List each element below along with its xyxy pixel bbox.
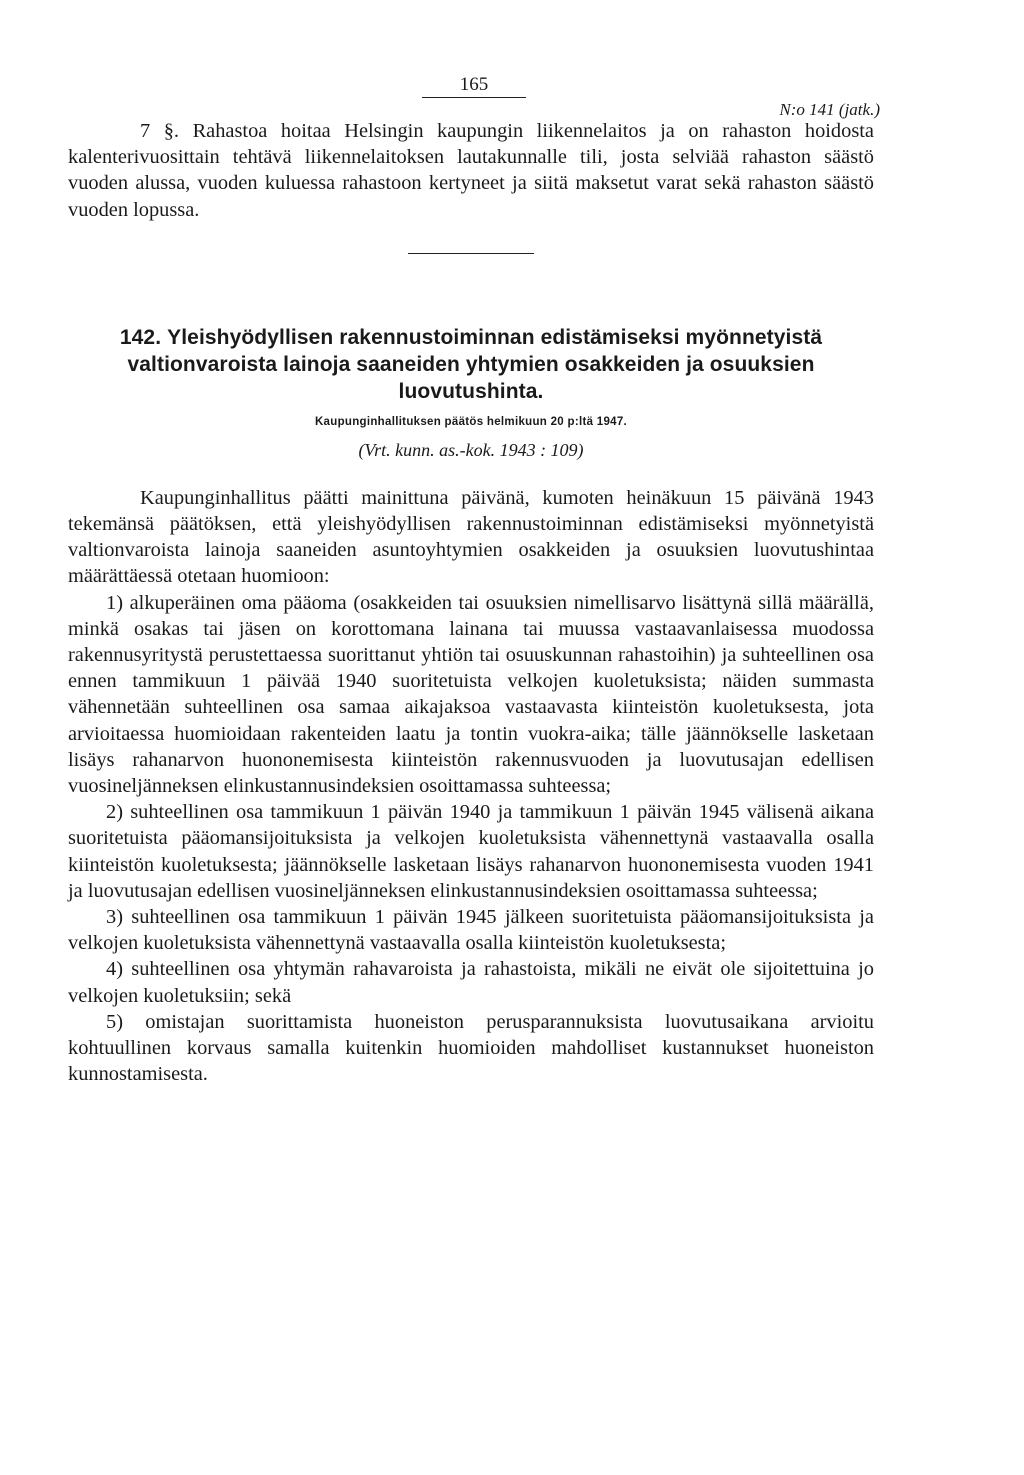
document-page xyxy=(68,60,880,1087)
section-divider xyxy=(408,253,534,254)
list-item: 3) suhteellinen osa tammikuun 1 päivän 1945 jälkeen suoritetuista pääomansijoituksista ja velkojen kuoletuksista vähennettynä vastaavalla osalla kiinteistön kuoletuksesta; xyxy=(68,906,874,955)
section-number: 142. xyxy=(119,325,162,349)
list-item: 2) suhteellinen osa tammikuun 1 päivän 1940 ja tammikuun 1 päivän 1945 välisenä aikana suoritetuista pääomansijoituksista ja velkojen kuoletuksista vähennettynä vastaavalla osalla kiinteistön kuoletuksesta; jäännökselle lasketaan lisäys rahanarvon huononemisesta vuoden 1941 ja luovutusajan edellisen vuosineljänneksen elinkustannusindeksien osoittamassa suhteessa; xyxy=(68,801,874,902)
decision-line: Kaupunginhallituksen päätös helmikuun 20 p:ltä 1947. xyxy=(314,415,628,428)
section-title: Yleishyödyllisen rakennustoiminnan edistämiseksi myönnetyistä valtionvaroista lainoja saaneiden yhtymien osakkeiden ja osuuksien luovutushinta. xyxy=(127,325,823,403)
list-item: 1) alkuperäinen oma pääoma (osakkeiden tai osuuksien nimellisarvo lisättynä sillä määrällä, minkä osakas tai jäsen on korottomana lainana tai muussa vastaavanlaisessa muodossa rakennusyritystä perustettaessa suorittanut yhtiön tai osuuskunnan rahastoihin) ja suhteellinen osa ennen tammikuun 1 päivää 1940 suoritetuista velkojen kuoletuksista; näiden summasta vähennetään suhteellinen osa samaa aikajaksoa vastaavasta kiinteistön kuoletuksesta, jota arvioitaessa huomioidaan rakenteiden laatu ja tontin vuokra-aika; tälle jäännökselle lasketaan lisäys rahanarvon huononemisesta kiinteistön rakennusvuoden ja luovutusajan edellisen vuosineljänneksen elinkustannusindeksien osoittamassa suhteessa; xyxy=(68,591,874,798)
section-heading xyxy=(68,324,874,405)
paragraph-lead: 7 §. xyxy=(140,120,180,142)
cross-reference: (Vrt. kunn. as.-kok. 1943 : 109) xyxy=(358,439,584,460)
page-header xyxy=(68,60,880,119)
running-reference: N:o 141 (jatk.) xyxy=(779,100,880,119)
paragraph-text: Rahastoa hoitaa Helsingin kaupungin liikennelaitos ja on rahaston hoidosta kalenterivuosittain tehtävä liikennelaitoksen lautakunnalle tili, josta selviää rahaston säästö vuoden alussa, vuoden kuluessa rahastoon kertyneet ja siitä maksetut varat sekä rahaston säästö vuoden lopussa. xyxy=(68,120,874,221)
page-number: 165 xyxy=(422,74,526,98)
paragraph-7 xyxy=(68,118,874,223)
list-item: 5) omistajan suorittamista huoneiston perusparannuksista luovutusaikana arvioitu kohtuullinen korvaus samalla kuitenkin huomioiden mahdolliset kustannukset huoneiston kunnostamisesta. xyxy=(68,1010,874,1086)
list-item: 4) suhteellinen osa yhtymän rahavaroista ja rahastoista, mikäli ne eivät ole sijoitettuina jo velkojen kuoletuksiin; sekä xyxy=(68,958,874,1007)
intro-paragraph: Kaupunginhallitus päätti mainittuna päivänä, kumoten heinäkuun 15 päivänä 1943 tekemänsä päätöksen, että yleishyödyllisen rakennustoiminnan edistämiseksi myönnetyistä valtionvaroista lainoja saaneiden asuntoyhtymien osakkeiden ja osuuksien luovutushintaa määrättäessä otetaan huomioon: xyxy=(68,486,874,588)
